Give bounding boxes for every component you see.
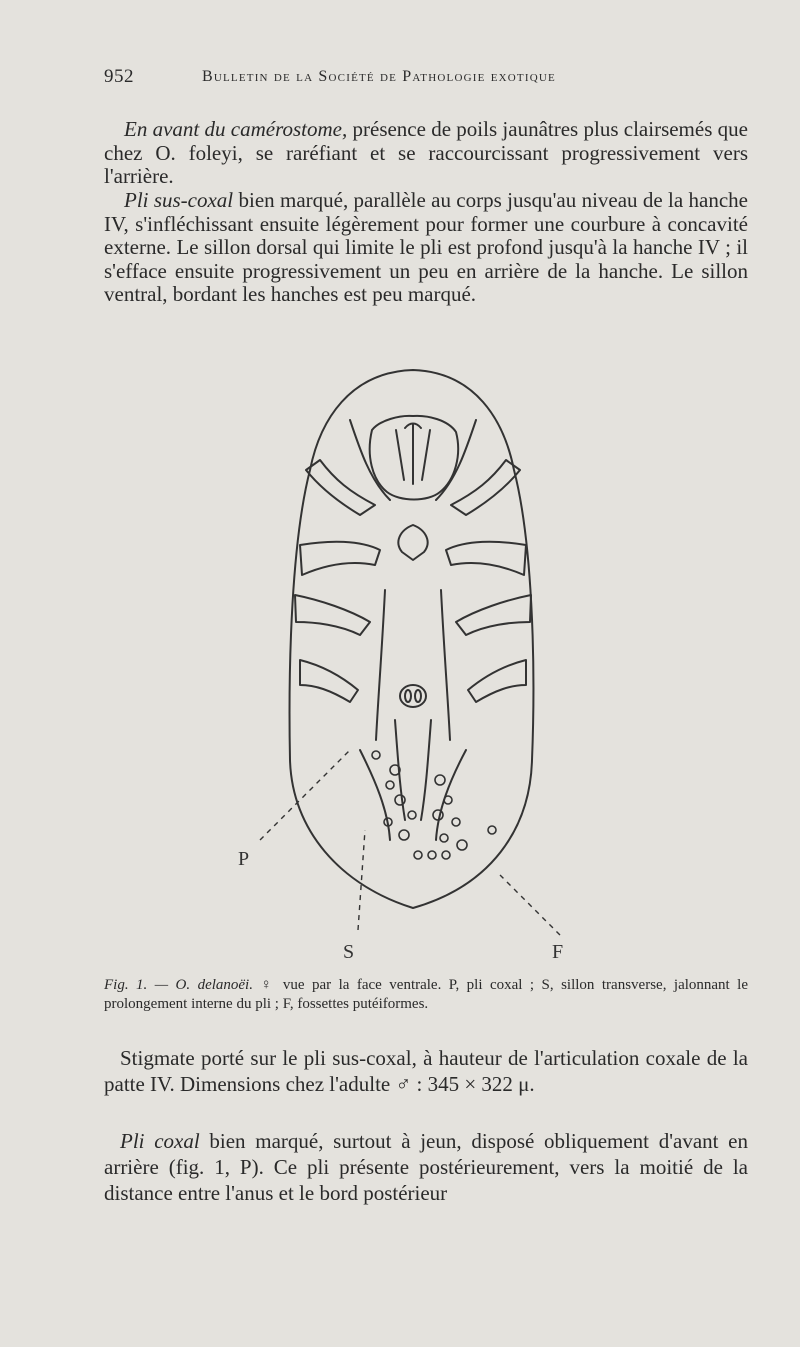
paragraph-pli-sus-coxal [104,189,748,307]
page-number: 952 [104,66,134,87]
paragraph-text: présence de poils jaunâtres plus clairsemés que chez O. foleyi, se raréfiant et se raccourcissant progressivement vers l'arrière. [104,117,748,188]
figure-caption [104,976,748,1014]
paragraph-text: bien marqué, parallèle au corps jusqu'au niveau de la hanche IV, s'infléchissant ensuite légèrement pour former une courbure à concavité externe. Le sillon dorsal qui limite le pli est profond jusqu'à la hanche IV ; il s'efface ensuite progressivement un peu en arrière de la hanche. Le sillon ventral, bordant les hanches est peu marqué. [104,188,748,306]
genital-aperture [398,525,427,560]
tick-ventral-figure [200,360,620,965]
caption-text: ♀ vue par la face ventrale. P, pli coxal ; S, sillon transverse, jalonnant le prolongement interne du pli ; F, fossettes putéiformes. [104,977,748,1012]
leg-1-left [306,460,375,515]
running-title: Bulletin de la Société de Pathologie exotique [202,68,556,85]
body-outline [290,370,534,908]
paragraph-lead: En avant du camérostome, [124,117,348,141]
paragraph-stigmate [104,1045,748,1097]
figure-label-p: P [238,848,250,870]
leg-4-left [300,660,358,702]
paragraph-lead: Pli coxal [120,1129,200,1153]
page-header [104,66,746,96]
leg-2-left [300,542,380,575]
paragraph-pli-coxal [104,1128,748,1206]
paragraph-camerostome [104,118,748,189]
figure-label-f: F [552,941,564,963]
caption-head: Fig. 1. — O. delanoëi. [104,977,253,993]
leg-3-left [295,595,370,635]
paragraph-text: bien marqué, surtout à jeun, disposé obliquement d'avant en arrière (fig. 1, P). Ce pli présente postérieurement, vers la moitié de la distance entre l'anus et le bord postérieur [104,1129,748,1205]
leg-4-right [468,660,526,702]
anus [400,685,426,707]
paragraph-lead: Pli sus-coxal [124,188,234,212]
leg-3-right [456,595,531,635]
figure-label-s: S [343,941,355,963]
paragraph-text: Stigmate porté sur le pli sus-coxal, à hauteur de l'articulation coxale de la patte IV. Dimensions chez l'adulte ♂ : 345 × 322 μ. [104,1046,748,1096]
leg-2-right [446,542,526,575]
leg-1-right [451,460,520,515]
